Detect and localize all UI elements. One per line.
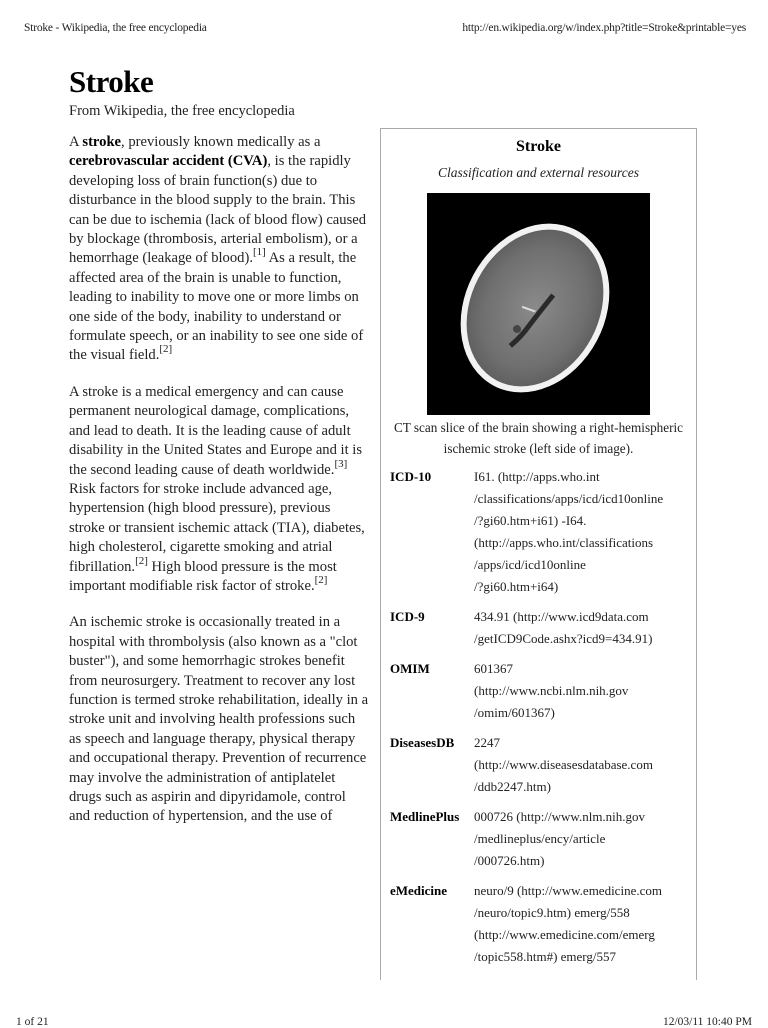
reference-link[interactable]: [3] xyxy=(334,457,348,470)
print-header-url: http://en.wikipedia.org/w/index.php?title=Stroke&printable=yes xyxy=(462,22,746,34)
infobox-row-emedicine xyxy=(381,880,696,968)
value-line: /apps/icd/icd10online xyxy=(474,557,586,572)
print-header-title: Stroke - Wikipedia, the free encyclopedia xyxy=(24,22,207,34)
value-line: /000726.htm) xyxy=(474,853,545,868)
value-line: /neuro/topic9.htm) emerg/558 xyxy=(474,905,630,920)
ct-scan-image[interactable] xyxy=(427,193,650,415)
reference-link[interactable]: [2] xyxy=(314,573,328,586)
value-line: /getICD9Code.ashx?icd9=434.91) xyxy=(474,631,653,646)
print-timestamp: 12/03/11 10:40 PM xyxy=(662,1016,752,1028)
row-label: OMIM xyxy=(390,661,430,676)
brain-ct-scan-icon xyxy=(427,193,650,415)
value-line: (http://www.diseasesdatabase.com xyxy=(474,757,653,772)
bold-term-cva: cerebrovascular accident (CVA) xyxy=(69,153,268,170)
infobox xyxy=(380,128,697,980)
row-value[interactable] xyxy=(474,880,689,968)
infobox-row-medlineplus xyxy=(381,806,696,872)
infobox-subtitle: Classification and external resources xyxy=(437,165,640,180)
value-line: /?gi60.htm+i64) xyxy=(474,579,559,594)
text: An ischemic stroke is occasionally treated in a hospital with thrombolysis (also known as a "clot buster"), and some hemorrhagic strokes benefit from neurosurgery. Treatment to recover any lost function is termed stroke rehabilitation, ideally in a stroke unit and involving health professions such as speech and language therapy, physical therapy and occupational therapy. Prevention of recurrence may involve the administration of antiplatelet drugs such as aspirin and dipyridamole, control and reduction of hypertension, and the use of xyxy=(69,614,369,825)
text: , is the rapidly developing loss of brain function(s) due to disturbance in the blood supply to the brain. This can be due to ischemia (lack of blood flow) caused by blockage (thrombosis, arterial embolism), or a hemorrhage (leakage of blood). xyxy=(69,153,367,267)
value-line: /ddb2247.htm) xyxy=(474,779,551,794)
row-value[interactable] xyxy=(474,606,689,650)
infobox-classification-table xyxy=(381,466,696,968)
row-label: eMedicine xyxy=(390,883,448,898)
page-count: 1 of 21 xyxy=(16,1016,49,1028)
paragraph-emergency xyxy=(69,383,369,596)
value-line: neuro/9 (http://www.emedicine.com xyxy=(474,883,662,898)
value-line: I61. (http://apps.who.int xyxy=(474,469,600,484)
reference-link[interactable]: [2] xyxy=(159,343,173,356)
row-value[interactable] xyxy=(474,658,689,724)
value-line: /?gi60.htm+i61) -I64. xyxy=(474,513,587,528)
print-header xyxy=(24,22,746,34)
infobox-row-icd10 xyxy=(381,466,696,598)
value-line: /classifications/apps/icd/icd10online xyxy=(474,491,664,506)
row-label: DiseasesDB xyxy=(390,735,455,750)
page-title: Stroke xyxy=(69,64,154,99)
value-line: (http://www.ncbi.nlm.nih.gov xyxy=(474,683,629,698)
text: , previously known medically as a xyxy=(121,134,321,150)
infobox-image-caption: CT scan slice of the brain showing a right-hemispheric ischemic stroke (left side of image). xyxy=(393,420,684,456)
text: As a result, the affected area of the brain is unable to function, leading to inability to move one or more limbs on one side of the body, inability to understand or formulate speech, or an inability to see one side of the visual field. xyxy=(69,250,364,364)
infobox-row-omim xyxy=(381,658,696,724)
infobox-title: Stroke xyxy=(515,138,562,155)
reference-link[interactable]: [2] xyxy=(135,554,148,567)
tagline: From Wikipedia, the free encyclopedia xyxy=(69,103,295,119)
print-footer xyxy=(16,1016,752,1028)
text: A xyxy=(69,134,83,150)
bold-term-stroke: stroke xyxy=(82,134,122,150)
reference-link[interactable]: [1] xyxy=(252,246,266,259)
paragraph-intro xyxy=(69,133,369,366)
value-line: /topic558.htm#) emerg/557 xyxy=(474,949,617,964)
infobox-row-diseasesdb xyxy=(381,732,696,798)
value-line: 601367 xyxy=(474,661,513,676)
row-label: ICD-9 xyxy=(390,609,425,624)
row-label: ICD-10 xyxy=(390,469,432,484)
value-line: 2247 xyxy=(474,735,500,750)
value-line: 434.91 (http://www.icd9data.com xyxy=(474,609,649,624)
text: A stroke is a medical emergency and can cause permanent neurological damage, complications, and lead to death. It is the leading cause of adult disability in the United States and Europe and it is the second leading cause of death worldwide. xyxy=(69,383,363,478)
row-value[interactable] xyxy=(474,732,689,798)
text: Risk factors for stroke include advanced age, hypertension (high blood pressure), previous stroke or transient ischemic attack (TIA), diabetes, high cholesterol, cigarette smoking and atrial fibrillation. xyxy=(69,480,365,575)
paragraph-treatment xyxy=(69,613,369,826)
value-line: (http://www.emedicine.com/emerg xyxy=(474,927,655,942)
row-value[interactable] xyxy=(474,466,689,598)
infobox-row-icd9 xyxy=(381,606,696,650)
value-line: /omim/601367) xyxy=(474,705,555,720)
row-value[interactable] xyxy=(474,806,689,872)
value-line: (http://apps.who.int/classifications xyxy=(474,535,654,550)
value-line: /medlineplus/ency/article xyxy=(474,831,606,846)
value-line: 000726 (http://www.nlm.nih.gov xyxy=(474,809,646,824)
article-body xyxy=(69,133,369,844)
row-label: MedlinePlus xyxy=(390,809,460,824)
text: High blood pressure is the most important modifiable risk factor of stroke. xyxy=(69,558,337,594)
